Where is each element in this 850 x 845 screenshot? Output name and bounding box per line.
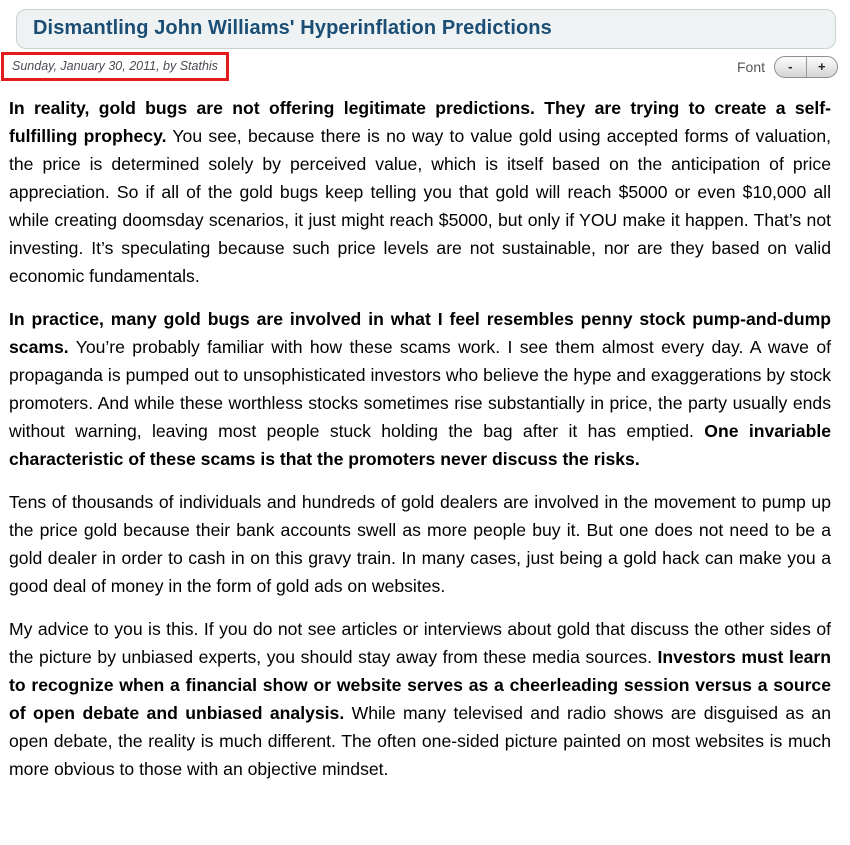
paragraph-bold-text: In reality, gold bugs are not offering legitimate predictions. They are trying to create a self-fulfilling prophecy. [9, 98, 831, 146]
font-increase-button[interactable]: + [807, 57, 838, 77]
paragraph-text: You’re probably familiar with how these scams work. I see them almost every day. A wave of propaganda is pumped out to unsophisticated investors who believe the hype and exaggerations by stock promoters. And while these worthless stocks sometimes rise substantially in price, the party usually ends without warning, leaving most people stuck holding the bag after it has emptied. [9, 337, 831, 441]
byline-annotation-box [1, 52, 229, 81]
page-title: Dismantling John Williams' Hyperinflation Predictions [33, 17, 552, 39]
font-size-control [737, 56, 838, 78]
article-body [9, 94, 831, 783]
paragraph-bold-text: Investors must learn to recognize when a financial show or website serves as a cheerleading session versus a source of open debate and unbiased analysis. [9, 647, 831, 723]
paragraph-bold-text: One invariable characteristic of these scams is that the promoters never discuss the risks. [9, 421, 831, 469]
font-control-label: Font [736, 58, 765, 75]
article-title-bar [16, 9, 836, 49]
paragraph [9, 94, 831, 290]
paragraph-text: Tens of thousands of individuals and hundreds of gold dealers are involved in the movement to pump up the price gold because their bank accounts swell as more people buy it. But one does not need to be a gold dealer in order to cash in on this gravy train. In many cases, just being a gold hack can make you a good deal of money in the form of gold ads on websites. [9, 492, 831, 596]
font-size-buttons [774, 56, 838, 78]
paragraph-text: You see, because there is no way to value gold using accepted forms of valuation, the price is determined solely by perceived value, which is itself based on the anticipation of price appreciation. So if all of the gold bugs keep telling you that gold will reach $5000 or even $10,000 all while creating doomsday scenarios, it just might reach $5000, but only if YOU make it happen. That’s not investing. It’s speculating because such price levels are not sustainable, nor are they based on valid economic fundamentals. [9, 126, 831, 286]
paragraph [9, 488, 831, 600]
paragraph-text: My advice to you is this. If you do not see articles or interviews about gold that discuss the other sides of the picture by unbiased experts, you should stay away from these media sources. [9, 619, 831, 667]
paragraph-text: While many televised and radio shows are disguised as an open debate, the reality is much different. The often one-sided picture painted on most websites is much more obvious to those with an objective mindset. [9, 703, 831, 779]
paragraph-bold-text: In practice, many gold bugs are involved in what I feel resembles penny stock pump-and-dump scams. [9, 309, 831, 357]
byline: Sunday, January 30, 2011, by Stathis [12, 59, 218, 73]
paragraph [9, 615, 831, 783]
article-page [0, 9, 850, 845]
font-decrease-button[interactable]: - [775, 57, 807, 77]
paragraph [9, 305, 831, 473]
meta-row [1, 52, 838, 81]
